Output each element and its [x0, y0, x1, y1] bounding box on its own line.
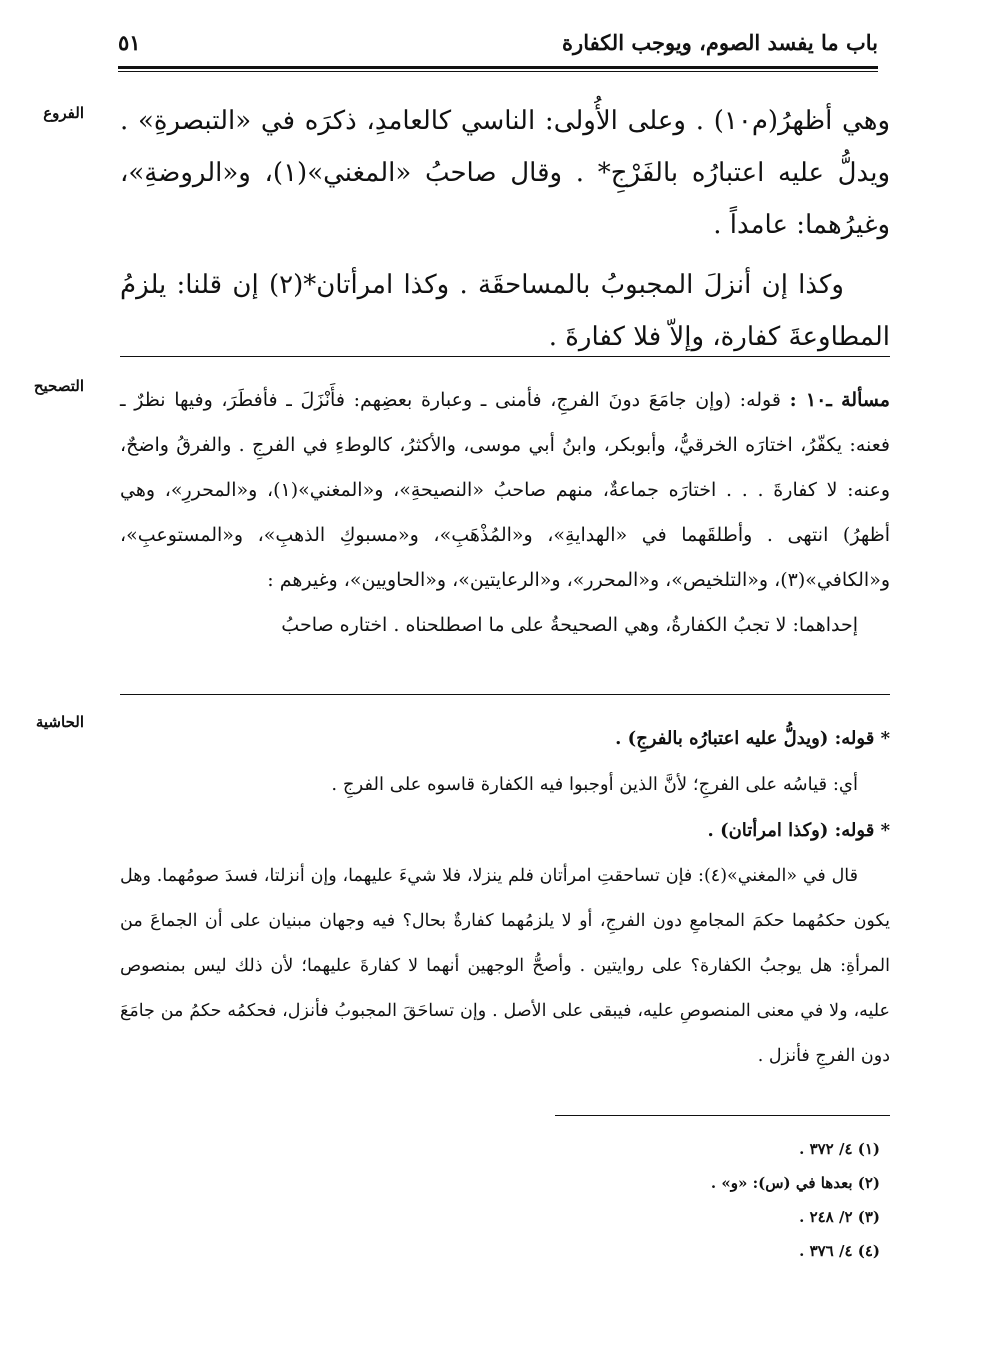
main-text — [120, 95, 890, 363]
hashiya-section — [120, 716, 890, 1079]
footnote-2: (٢) بعدها في (س): «و» . — [710, 1174, 880, 1192]
side-label-furu: الفروع — [43, 104, 84, 122]
side-label-hashiya: الحاشية — [35, 713, 84, 731]
footnote-1: (١) ٤/ ٣٧٢ . — [799, 1140, 880, 1158]
side-label-tashih: التصحيح — [33, 377, 84, 395]
hashiya-quote-1: * قوله: (ويدلُّ عليه اعتبارُه بالفرجِ) . — [615, 728, 890, 749]
chapter-title: باب ما يفسد الصوم، ويوجب الكفارة — [562, 30, 878, 55]
header-rule — [118, 66, 878, 69]
section-divider-1 — [120, 356, 890, 357]
hashiya-comment-2: قال في «المغني»(٤): فإن تساحقتِ امرأتان فلم ينزلا، فلا شيءَ عليهما، وإن أنزلتا، فسدَ صومُهما. وهل يكون حكمُهما حكمَ المجامعِ دون الفرجِ، أو لا يلزمُهما كفارةٌ بحال؟ فيه وجهان مبنيان على أن الجماعَ من المرأةِ: هل يوجبُ الكفارة؟ على روايتين . وأصحُّ الوجهين أنهما لا كفارةَ عليهما؛ لأن ذلك ليس بمنصوص عليه، ولا في معنى المنصوصِ عليه، فيبقى على الأصل . وإن تساحَقَ المجبوبُ فأنزل، فحكمُه حكمُ من جامَعَ دون الفرجِ فأنزل . — [120, 866, 890, 1066]
tashih-text-1: قوله: (وإن جامَعَ دونَ الفرجِ، فأمنى ـ وعبارة بعضِهم: فأَنْزَلَ ـ فأفطَرَ، وفيها نظرٌ ـ فعنه: يكفّرُ، اختارَه الخرقيُّ، وأبوبكر، وابنُ أبي موسى، والأكثرُ، كالوطءِ في الفرجِ . والفرقُ واضحٌ، وعنه: لا كفارةَ . . . اختارَه جماعةٌ، منهم صاحبُ «النصيحةِ»، و«المغني»(١)، و«المحررِ»، وهي أظهرُ) انتهى . وأطلقَهما في «الهدايةِ»، و«المُذْهَبِ»، و«مسبوكِ الذهبِ»، و«المستوعبِ»، و«الكافي»(٣)، و«التلخيص»، و«المحرر»، و«الرعايتين»، و«الحاويين»، وغيرهم : — [120, 389, 890, 591]
footnotes — [120, 1132, 890, 1268]
section-divider-2 — [120, 694, 890, 695]
hashiya-comment-1: أي: قياسُه على الفرجِ؛ لأنَّ الذين أوجبوا فيه الكفارة قاسوه على الفرجِ . — [331, 774, 858, 795]
tashih-paragraph-1 — [120, 378, 890, 603]
header-rule-thin — [118, 71, 878, 72]
hashiya-quote-2: * قوله: (وكذا امرأتان) . — [707, 820, 890, 841]
tashih-section — [120, 378, 890, 648]
page-number: ٥١ — [118, 30, 141, 55]
main-paragraph-1: وهي أظهرُ(م١٠) . وعلى الأُولى: الناسي كالعامدِ، ذكرَه في «التبصرةِ» . ويدلُّ عليه اعتبارُه بالفَرْجِ* . وقال صاحبُ «المغني»(١)، و«الروضةِ»، وغيرُهما: عامداً . — [120, 106, 890, 240]
footnote-4: (٤) ٤/ ٣٧٦ . — [799, 1242, 880, 1260]
main-paragraph-2: وكذا إن أنزلَ المجبوبُ بالمساحقَة . وكذا امرأتان*(٢) إن قلنا: يلزمُ المطاوعةَ كفارة، وإلاّ فلا كفارةَ . — [120, 270, 890, 352]
footnote-divider — [555, 1115, 890, 1116]
issue-label: مسألة ـ١٠ : — [789, 389, 890, 411]
footnote-3: (٣) ٢/ ٢٤٨ . — [799, 1208, 880, 1226]
tashih-paragraph-2: إحداهما: لا تجبُ الكفارةُ، وهي الصحيحةُ على ما اصطلحناه . اختاره صاحبُ — [281, 614, 858, 636]
running-header — [118, 30, 878, 70]
